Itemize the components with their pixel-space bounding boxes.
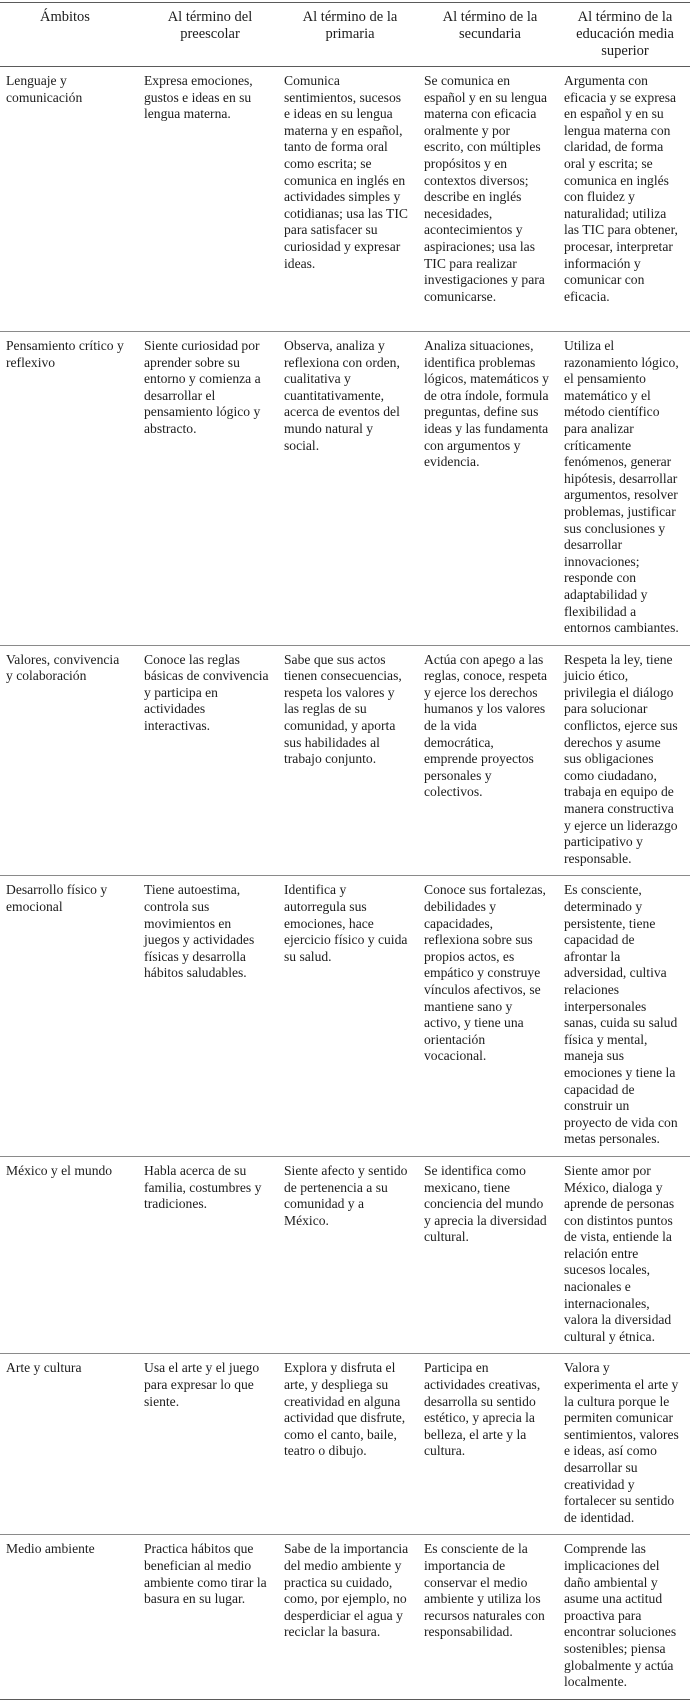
- preescolar-cell: Practica hábitos que benefician al medio ambiente como tirar la basura en su lugar.: [140, 1535, 280, 1700]
- table-row: [0, 645, 690, 876]
- table-body: [0, 67, 690, 1700]
- primaria-cell: Sabe de la importancia del medio ambiente y practica su cuidado, como, por ejemplo, no desperdiciar el agua y reciclar la basura.: [280, 1535, 420, 1700]
- preescolar-cell: Tiene autoestima, controla sus movimientos en juegos y actividades físicas y desarrolla hábitos saludables.: [140, 876, 280, 1157]
- secundaria-cell: Actúa con apego a las reglas, conoce, respeta y ejerce los derechos humanos y los valores de la vida democrática, emprende proyectos personales y colectivos.: [420, 645, 560, 876]
- media-superior-cell: Valora y experimenta el arte y la cultura porque le permiten comunicar sentimientos, valores e ideas, así como desarrollar su creatividad y fortalecer su sentido de identidad.: [560, 1354, 690, 1535]
- header-media-superior: Al término de la educación media superior: [560, 3, 690, 67]
- ambito-cell: Desarrollo físico y emocional: [0, 876, 140, 1157]
- header-preescolar: Al término del preescolar: [140, 3, 280, 67]
- media-superior-cell: Siente amor por México, dialoga y aprende de personas con distintos puntos de vista, entiende la relación entre sucesos locales, nacionales e internacionales, valora la diversidad cultural y étnica.: [560, 1156, 690, 1354]
- table-row: [0, 332, 690, 646]
- competencias-table: [0, 2, 690, 1700]
- ambito-cell: México y el mundo: [0, 1156, 140, 1354]
- media-superior-cell: Utiliza el razonamiento lógico, el pensamiento matemático y el método científico para analizar críticamente fenómenos, generar hipótesis, desarrollar argumentos, resolver problemas, justificar sus conclusiones y desarrollar innovaciones; responde con adaptabilidad y flexibilidad a entornos cambiantes.: [560, 332, 690, 646]
- secundaria-cell: Es consciente de la importancia de conservar el medio ambiente y utiliza los recursos naturales con responsabilidad.: [420, 1535, 560, 1700]
- table-row: [0, 1535, 690, 1700]
- primaria-cell: Explora y disfruta el arte, y despliega su creatividad en alguna actividad que disfrute, como el canto, baile, teatro o dibujo.: [280, 1354, 420, 1535]
- primaria-cell: Sabe que sus actos tienen consecuencias, respeta los valores y las reglas de su comunidad, y aporta sus habilidades al trabajo conjunto.: [280, 645, 420, 876]
- media-superior-cell: Es consciente, determinado y persistente, tiene capacidad de afrontar la adversidad, cultiva relaciones interpersonales sanas, cuida su salud física y mental, maneja sus emociones y tiene la capacidad de construir un proyecto de vida con metas personales.: [560, 876, 690, 1157]
- media-superior-cell: Comprende las implicaciones del daño ambiental y asume una actitud proactiva para encontrar soluciones sostenibles; piensa globalmente y actúa localmente.: [560, 1535, 690, 1700]
- ambito-cell: Medio ambiente: [0, 1535, 140, 1700]
- table-header: [0, 3, 690, 67]
- preescolar-cell: Habla acerca de su familia, costumbres y tradiciones.: [140, 1156, 280, 1354]
- primaria-cell: Siente afecto y sentido de pertenencia a su comunidad y a México.: [280, 1156, 420, 1354]
- primaria-cell: Identifica y autorregula sus emociones, hace ejercicio físico y cuida su salud.: [280, 876, 420, 1157]
- ambito-cell: Valores, convivencia y colaboración: [0, 645, 140, 876]
- media-superior-cell: Argumenta con eficacia y se expresa en español y en su lengua materna con claridad, de forma oral y escrita; se comunica en inglés con fluidez y naturalidad; utiliza las TIC para obtener, procesar, interpretar información y comunicar con eficacia.: [560, 67, 690, 332]
- primaria-cell: Comunica sentimientos, sucesos e ideas en su lengua materna y en español, tanto de forma oral como escrita; se comunica en inglés en actividades simples y cotidianas; usa las TIC para satisfacer su curiosidad y expresar ideas.: [280, 67, 420, 332]
- header-ambitos: Ámbitos: [0, 3, 140, 67]
- preescolar-cell: Usa el arte y el juego para expresar lo que siente.: [140, 1354, 280, 1535]
- secundaria-cell: Se comunica en español y en su lengua materna con eficacia oralmente y por escrito, con múltiples propósitos y en contextos diversos; describe en inglés necesidades, acontecimientos y aspiraciones; usa las TIC para realizar investigaciones y para comunicarse.: [420, 67, 560, 332]
- preescolar-cell: Expresa emociones, gustos e ideas en su lengua materna.: [140, 67, 280, 332]
- table-row: [0, 1156, 690, 1354]
- secundaria-cell: Participa en actividades creativas, desarrolla su sentido estético, y aprecia la belleza, el arte y la cultura.: [420, 1354, 560, 1535]
- table-row: [0, 1354, 690, 1535]
- table-row: [0, 67, 690, 332]
- preescolar-cell: Conoce las reglas básicas de convivencia y participa en actividades interactivas.: [140, 645, 280, 876]
- media-superior-cell: Respeta la ley, tiene juicio ético, privilegia el diálogo para solucionar conflictos, ejerce sus derechos y asume sus obligaciones como ciudadano, trabaja en equipo de manera constructiva y ejerce un liderazgo participativo y responsable.: [560, 645, 690, 876]
- primaria-cell: Observa, analiza y reflexiona con orden, cualitativa y cuantitativamente, acerca de eventos del mundo natural y social.: [280, 332, 420, 646]
- ambito-cell: Arte y cultura: [0, 1354, 140, 1535]
- secundaria-cell: Conoce sus fortalezas, debilidades y capacidades, reflexiona sobre sus propios actos, es empático y construye vínculos afectivos, se mantiene sano y activo, y tiene una orientación vocacional.: [420, 876, 560, 1157]
- secundaria-cell: Analiza situaciones, identifica problemas lógicos, matemáticos y de otra índole, formula preguntas, define sus ideas y las fundamenta con argumentos y evidencia.: [420, 332, 560, 646]
- preescolar-cell: Siente curiosidad por aprender sobre su entorno y comienza a desarrollar el pensamiento lógico y abstracto.: [140, 332, 280, 646]
- secundaria-cell: Se identifica como mexicano, tiene conciencia del mundo y aprecia la diversidad cultural.: [420, 1156, 560, 1354]
- header-primaria: Al término de la primaria: [280, 3, 420, 67]
- ambito-cell: Pensamiento crítico y reflexivo: [0, 332, 140, 646]
- header-row: [0, 3, 690, 67]
- table-row: [0, 876, 690, 1157]
- header-secundaria: Al término de la secundaria: [420, 3, 560, 67]
- ambito-cell: Lenguaje y comunicación: [0, 67, 140, 332]
